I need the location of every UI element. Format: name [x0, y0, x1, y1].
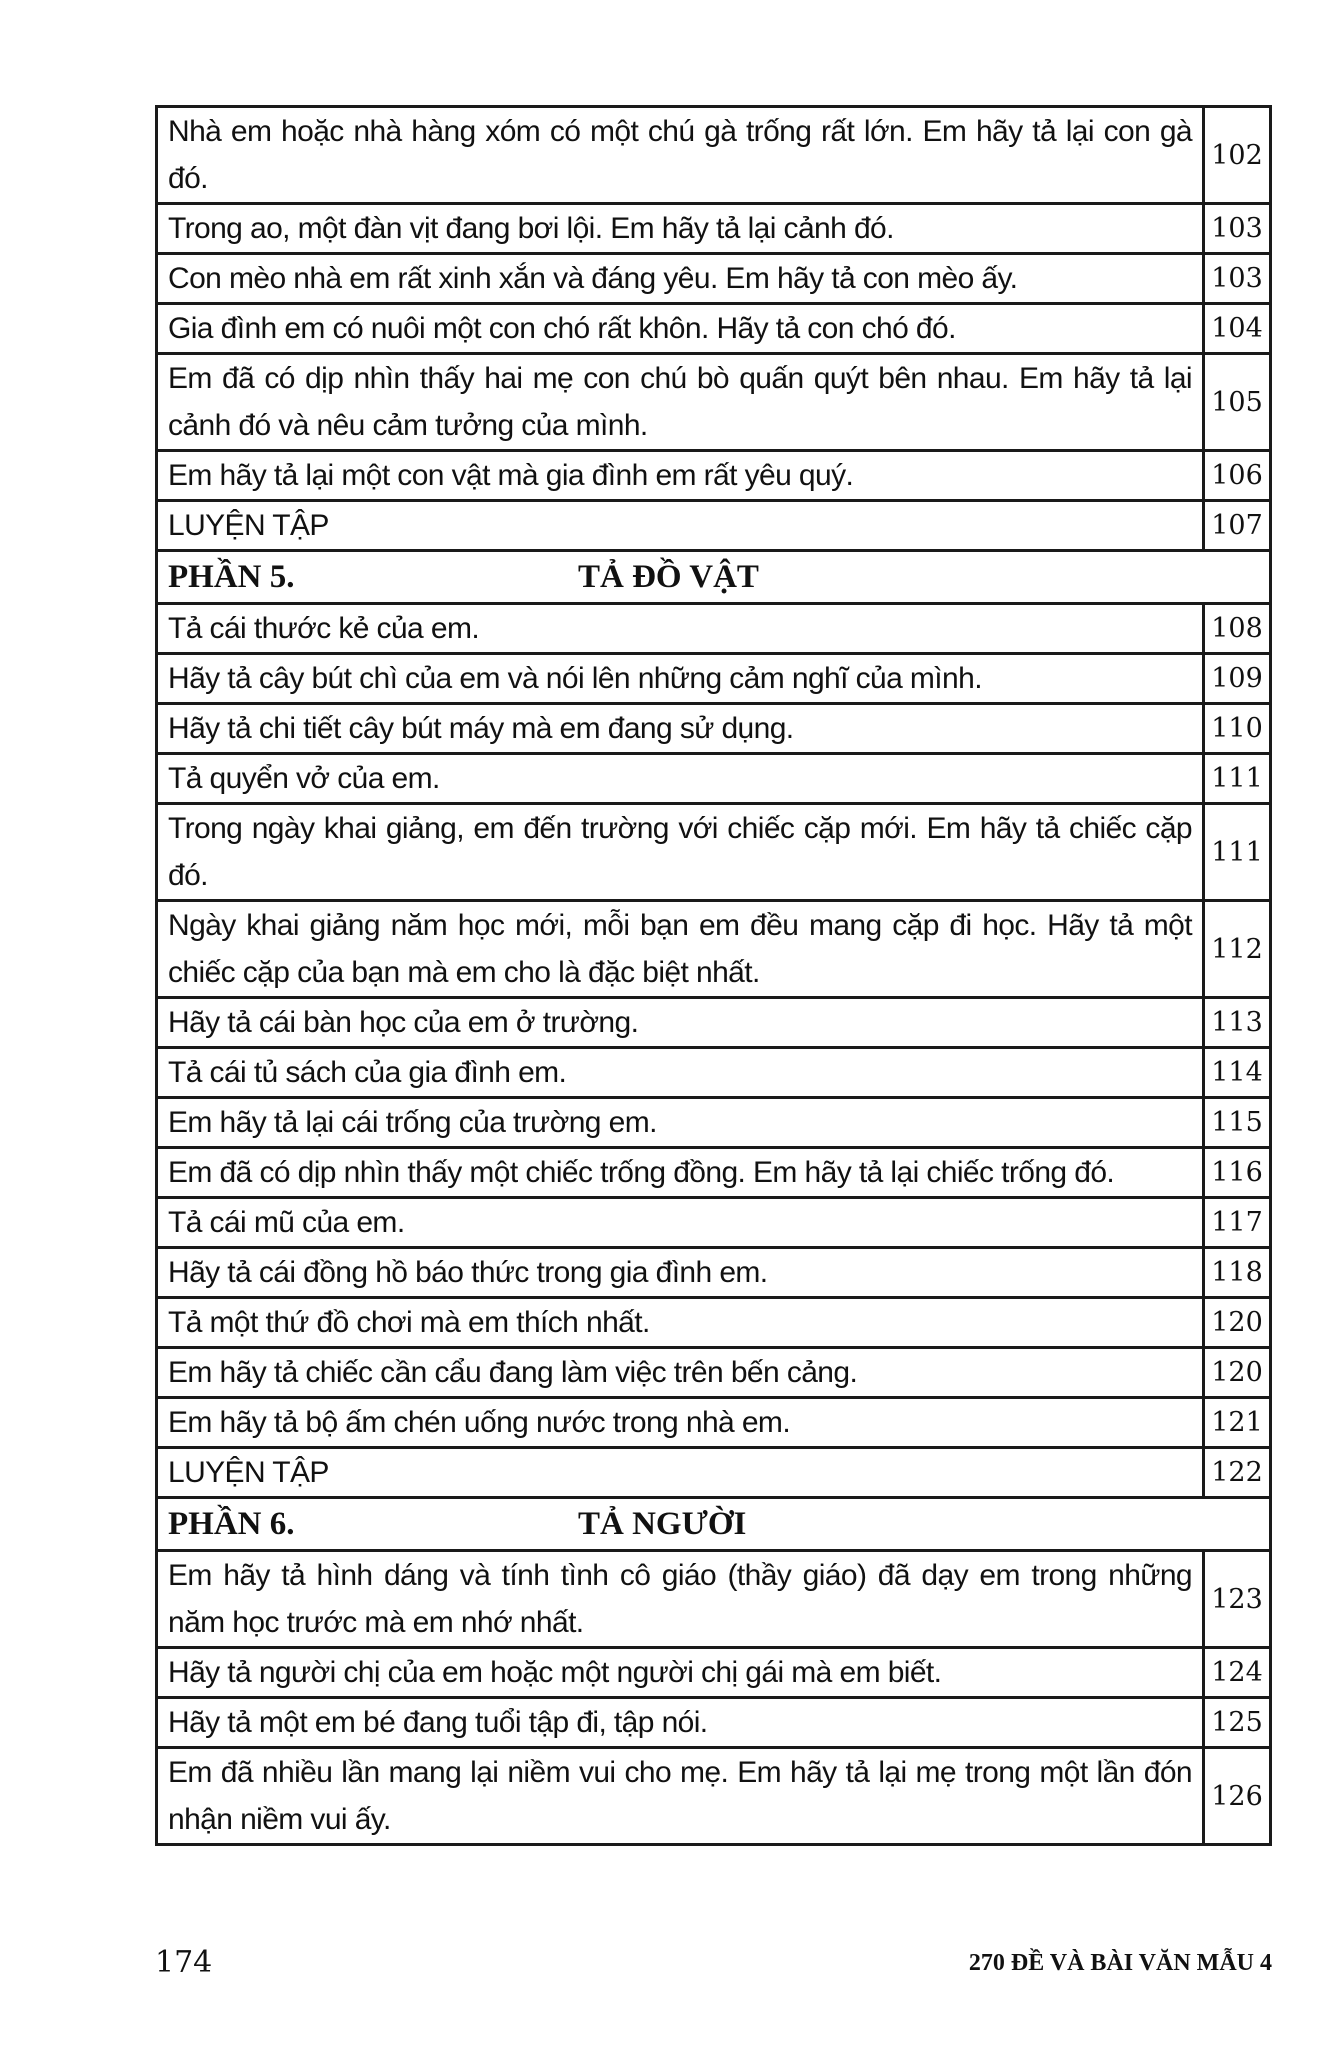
toc-entry-title: LUYỆN TẬP: [157, 1448, 1204, 1498]
toc-row: [157, 901, 1271, 998]
toc-entry-title: Em đã nhiều lần mang lại niềm vui cho mẹ. Em hãy tả lại mẹ trong một lần đón nhận niềm vui ấy.: [157, 1748, 1204, 1845]
toc-entry-title: Hãy tả cái bàn học của em ở trường.: [157, 998, 1204, 1048]
toc-entry-page: 103: [1204, 204, 1271, 254]
toc-row: [157, 304, 1271, 354]
toc-row: [157, 754, 1271, 804]
toc-entry-page: 104: [1204, 304, 1271, 354]
toc-entry-page: 116: [1204, 1148, 1271, 1198]
toc-entry-title: Tả quyển vở của em.: [157, 754, 1204, 804]
toc-row: [157, 998, 1271, 1048]
toc-entry-title: Gia đình em có nuôi một con chó rất khôn. Hãy tả con chó đó.: [157, 304, 1204, 354]
toc-row: [157, 1248, 1271, 1298]
toc-entry-page: 109: [1204, 654, 1271, 704]
toc-row: [157, 1748, 1271, 1845]
toc-entry-title: Tả cái mũ của em.: [157, 1198, 1204, 1248]
toc-entry-page: 113: [1204, 998, 1271, 1048]
toc-row: [157, 1348, 1271, 1398]
section-title: TẢ ĐỒ VẬT: [578, 558, 759, 595]
toc-row: [157, 704, 1271, 754]
toc-row: [157, 654, 1271, 704]
toc-row: [157, 204, 1271, 254]
toc-entry-page: 110: [1204, 704, 1271, 754]
section-heading-row: [157, 1498, 1271, 1551]
toc-row: [157, 1048, 1271, 1098]
toc-entry-page: 107: [1204, 501, 1271, 551]
book-title: 270 ĐỀ VÀ BÀI VĂN MẪU 4: [968, 1950, 1272, 1976]
toc-entry-title: Hãy tả một em bé đang tuổi tập đi, tập nói.: [157, 1698, 1204, 1748]
toc-entry-page: 120: [1204, 1348, 1271, 1398]
toc-entry-title: Em hãy tả chiếc cần cẩu đang làm việc trên bến cảng.: [157, 1348, 1204, 1398]
toc-entry-page: 103: [1204, 254, 1271, 304]
section-heading: [157, 1498, 1271, 1551]
toc-entry-page: 114: [1204, 1048, 1271, 1098]
section-heading: [157, 551, 1271, 604]
toc-entry-page: 125: [1204, 1698, 1271, 1748]
toc-entry-title: Hãy tả cái đồng hồ báo thức trong gia đình em.: [157, 1248, 1204, 1298]
toc-row: [157, 1098, 1271, 1148]
toc-entry-page: 124: [1204, 1648, 1271, 1698]
toc-entry-title: Em đã có dịp nhìn thấy hai mẹ con chú bò quấn quýt bên nhau. Em hãy tả lại cảnh đó và nêu cảm tưởng của mình.: [157, 354, 1204, 451]
toc-entry-title: Em hãy tả lại cái trống của trường em.: [157, 1098, 1204, 1148]
toc-row: [157, 604, 1271, 654]
toc-row: [157, 254, 1271, 304]
toc-row: [157, 1698, 1271, 1748]
toc-entry-page: 123: [1204, 1551, 1271, 1648]
toc-row: [157, 804, 1271, 901]
toc-row: [157, 501, 1271, 551]
page-number: 174: [155, 1945, 213, 1980]
toc-entry-page: 111: [1204, 804, 1271, 901]
section-title: TẢ NGƯỜI: [578, 1505, 747, 1542]
table-of-contents: [155, 105, 1272, 1846]
toc-entry-title: Hãy tả người chị của em hoặc một người chị gái mà em biết.: [157, 1648, 1204, 1698]
toc-entry-title: Trong ao, một đàn vịt đang bơi lội. Em hãy tả lại cảnh đó.: [157, 204, 1204, 254]
toc-entry-page: 115: [1204, 1098, 1271, 1148]
toc-row: [157, 1551, 1271, 1648]
toc-entry-title: Hãy tả chi tiết cây bút máy mà em đang sử dụng.: [157, 704, 1204, 754]
toc-row: [157, 451, 1271, 501]
toc-entry-title: Em hãy tả hình dáng và tính tình cô giáo (thầy giáo) đã dạy em trong những năm học trước mà em nhớ nhất.: [157, 1551, 1204, 1648]
section-number: PHẦN 6.: [168, 1505, 295, 1542]
toc-entry-title: Hãy tả cây bút chì của em và nói lên những cảm nghĩ của mình.: [157, 654, 1204, 704]
toc-entry-title: Tả cái tủ sách của gia đình em.: [157, 1048, 1204, 1098]
toc-entry-page: 106: [1204, 451, 1271, 501]
toc-row: [157, 1398, 1271, 1448]
toc-row: [157, 1148, 1271, 1198]
toc-entry-page: 117: [1204, 1198, 1271, 1248]
toc-entry-page: 105: [1204, 354, 1271, 451]
section-number: PHẦN 5.: [168, 558, 295, 595]
toc-entry-page: 102: [1204, 107, 1271, 204]
toc-entry-page: 126: [1204, 1748, 1271, 1845]
toc-entry-title: Trong ngày khai giảng, em đến trường với chiếc cặp mới. Em hãy tả chiếc cặp đó.: [157, 804, 1204, 901]
toc-row: [157, 107, 1271, 204]
toc-entry-page: 112: [1204, 901, 1271, 998]
toc-row: [157, 354, 1271, 451]
toc-entry-title: LUYỆN TẬP: [157, 501, 1204, 551]
toc-entry-title: Tả một thứ đồ chơi mà em thích nhất.: [157, 1298, 1204, 1348]
toc-entry-page: 122: [1204, 1448, 1271, 1498]
toc-entry-page: 121: [1204, 1398, 1271, 1448]
toc-entry-title: Con mèo nhà em rất xinh xắn và đáng yêu. Em hãy tả con mèo ấy.: [157, 254, 1204, 304]
toc-entry-page: 118: [1204, 1248, 1271, 1298]
toc-entry-title: Em đã có dịp nhìn thấy một chiếc trống đồng. Em hãy tả lại chiếc trống đó.: [157, 1148, 1204, 1198]
toc-entry-page: 111: [1204, 754, 1271, 804]
toc-entry-title: Tả cái thước kẻ của em.: [157, 604, 1204, 654]
toc-row: [157, 1648, 1271, 1698]
toc-entry-title: Nhà em hoặc nhà hàng xóm có một chú gà trống rất lớn. Em hãy tả lại con gà đó.: [157, 107, 1204, 204]
toc-entry-title: Em hãy tả bộ ấm chén uống nước trong nhà em.: [157, 1398, 1204, 1448]
toc-entry-title: Em hãy tả lại một con vật mà gia đình em rất yêu quý.: [157, 451, 1204, 501]
toc-entry-page: 108: [1204, 604, 1271, 654]
toc-entry-page: 120: [1204, 1298, 1271, 1348]
toc-row: [157, 1448, 1271, 1498]
toc-row: [157, 1298, 1271, 1348]
section-heading-row: [157, 551, 1271, 604]
toc-row: [157, 1198, 1271, 1248]
toc-entry-title: Ngày khai giảng năm học mới, mỗi bạn em đều mang cặp đi học. Hãy tả một chiếc cặp của bạn mà em cho là đặc biệt nhất.: [157, 901, 1204, 998]
